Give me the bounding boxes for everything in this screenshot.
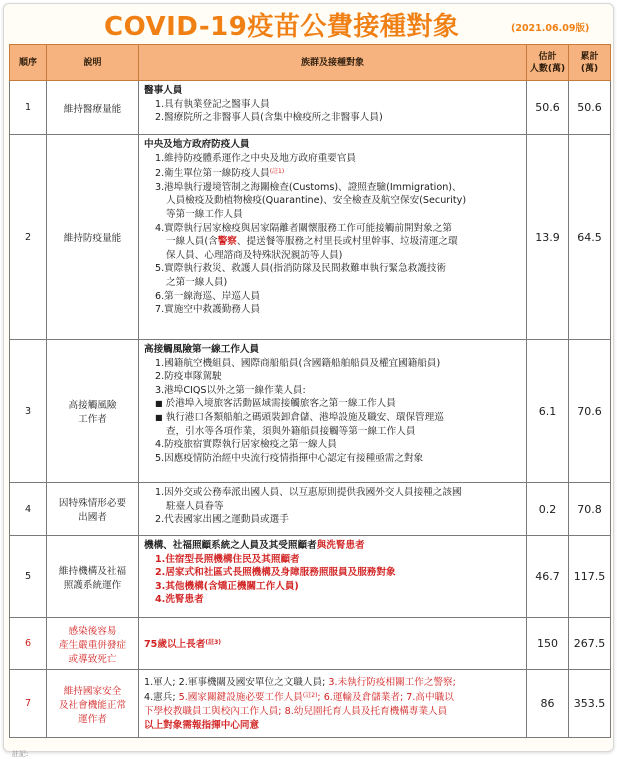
row-desc xyxy=(47,483,139,536)
header-estimate-line1: 估計 xyxy=(538,51,557,62)
group-line: 之第一線人員) xyxy=(166,276,228,288)
row-order: 3 xyxy=(10,340,47,483)
row-cumulative: 353.5 xyxy=(569,670,611,738)
row-estimate: 13.9 xyxy=(527,135,569,340)
header-cumulative xyxy=(569,45,611,81)
document-frame xyxy=(3,3,614,758)
header-cumulative-line1: 累計 xyxy=(580,51,599,62)
row-order: 6 xyxy=(10,618,47,670)
group-line: 2.醫療院所之非醫事人員(含集中檢疫所之非醫事人員) xyxy=(155,112,383,124)
row-desc-line: 工作者 xyxy=(78,414,107,425)
group-line: 5.實際執行救災、救護人員(指消防隊及民間救難車執行緊急救護技術 xyxy=(155,263,447,275)
row-desc-line: 產生嚴重併發症 xyxy=(58,639,127,651)
group-line: 查，引水等各項作業，須與外籍船員接觸等第一線工作人員 xyxy=(166,425,416,437)
header-order: 順序 xyxy=(10,45,47,81)
row-group xyxy=(139,483,527,536)
group-line: 駐臺人員眷等 xyxy=(166,500,224,512)
row-order: 1 xyxy=(10,81,47,135)
vaccine-priority-table xyxy=(9,44,611,738)
row-desc-line: 運作者 xyxy=(78,713,107,725)
group-line-text: 、提送餐等服務之村里長或村里幹事、垃圾清運之環 xyxy=(236,236,458,248)
group-line-text: 1.軍人; 2.軍事機關及國安單位之文職人員; xyxy=(144,676,329,688)
group-line: 2.居家式和社區式長照機構及身障服務照服員及服務對象 xyxy=(155,567,396,579)
group-title xyxy=(144,539,522,553)
table-row xyxy=(10,135,611,340)
row-order: 7 xyxy=(10,670,47,738)
group-line xyxy=(144,411,522,425)
group-line-text: 5.國家關鍵設施必要工作人員 xyxy=(178,692,303,704)
row-desc-line: 或導致死亡 xyxy=(68,653,117,665)
row-order: 5 xyxy=(10,536,47,618)
row-desc-line: 出國者 xyxy=(78,512,107,523)
group-line-text: 執行港口各類船舶之碼頭裝卸倉儲、港埠設施及職安、環保管理巡 xyxy=(165,411,444,423)
group-line: 3.港埠CIQS以外之第一線作業人員: xyxy=(155,384,306,396)
header-estimate xyxy=(527,45,569,81)
group-title: 中央及地方政府防疫人員 xyxy=(144,139,250,150)
row-estimate: 150 xyxy=(527,618,569,670)
table-row xyxy=(10,340,611,483)
group-line: 2.代表國家出國之運動員或選手 xyxy=(155,514,289,526)
row-group xyxy=(139,135,527,340)
table-row xyxy=(10,483,611,536)
group-line: 4.實際執行居家檢疫與居家隔離者關懷服務工作可能接觸前開對象之第 xyxy=(155,222,452,234)
table-row xyxy=(10,536,611,618)
table-row xyxy=(10,670,611,738)
row-desc-line: 照護系統運作 xyxy=(63,579,122,591)
row-group xyxy=(139,340,527,483)
row-cumulative: 117.5 xyxy=(569,536,611,618)
group-line: 6.第一線海巡、岸巡人員 xyxy=(155,290,261,302)
group-line-text: 75歲以上長者 xyxy=(144,639,206,651)
group-line xyxy=(144,165,522,181)
row-cumulative: 267.5 xyxy=(569,618,611,670)
row-desc xyxy=(47,536,139,618)
group-line xyxy=(144,235,522,249)
square-bullet-icon: ■ xyxy=(155,412,163,422)
highlight-police: 警察 xyxy=(217,236,237,248)
document-header xyxy=(4,4,615,44)
header-cumulative-line2: (萬) xyxy=(580,63,599,74)
row-cumulative: 70.8 xyxy=(569,483,611,536)
row-desc xyxy=(47,670,139,738)
row-desc xyxy=(47,340,139,483)
group-line xyxy=(144,689,522,705)
group-line-text: 4.憲兵; xyxy=(144,692,179,704)
group-title: 醫事人員 xyxy=(144,85,183,96)
row-desc: 維持醫療量能 xyxy=(47,81,139,135)
group-line: 5.因應疫情防治經中央流行疫情指揮中心認定有接種亟需之對象 xyxy=(155,452,424,464)
group-line: 1.因外交或公務奉派出國人員、以互惠原則提供我國外交人員接種之該國 xyxy=(155,487,462,498)
group-line: 7.實施空中救護勤務人員 xyxy=(155,304,261,316)
row-group xyxy=(139,81,527,135)
group-line-text: 3.未執行防疫相關工作之警察; xyxy=(328,676,456,688)
group-line: 3.港埠執行邊境管制之海關檢查(Customs)、證照查驗(Immigration)、 xyxy=(155,181,462,193)
group-line xyxy=(144,676,522,690)
row-cumulative: 70.6 xyxy=(569,340,611,483)
group-line-text: ; 6.運輸及倉儲業者; 7.高中職以 xyxy=(317,692,454,704)
row-desc-line: 維持機構及社福 xyxy=(58,565,127,577)
group-line-text: 2.衛生單位第一線防疫人員 xyxy=(155,168,270,180)
group-line: 人員檢疫及動植物檢疫(Quarantine)、安全檢查及航空保安(Security) xyxy=(166,195,467,207)
footnote-ref: (註2) xyxy=(302,692,318,700)
group-line: 保人員、心理諮商及特殊狀況親訪等人員) xyxy=(166,249,343,261)
group-line-text: 於港埠入境旅客活動區域需接觸旅客之第一線工作人員 xyxy=(165,398,396,410)
row-estimate: 86 xyxy=(527,670,569,738)
group-line: 4.防疫旅宿實際執行居家檢疫之第一線人員 xyxy=(155,439,337,451)
table-row xyxy=(10,618,611,670)
group-line xyxy=(144,397,522,411)
header-group: 族群及接種對象 xyxy=(139,45,527,81)
group-line-text: 一線人員(含 xyxy=(166,236,218,248)
square-bullet-icon: ■ xyxy=(155,399,163,409)
row-estimate: 0.2 xyxy=(527,483,569,536)
row-desc-line: 高接觸風險 xyxy=(68,400,117,411)
header-estimate-line2: 人數(萬) xyxy=(529,63,566,74)
group-line xyxy=(144,636,522,652)
group-line: 等第一線工作人員 xyxy=(166,208,243,220)
row-order: 4 xyxy=(10,483,47,536)
row-desc-line: 感染後容易 xyxy=(68,625,117,637)
row-desc xyxy=(47,618,139,670)
row-group xyxy=(139,536,527,618)
group-line: 1.國籍航空機組員、國際商船船員(含國籍船舶船員及權宜國籍船員) xyxy=(155,357,441,369)
group-line: 1.住宿型長照機構住民及其照顧者 xyxy=(155,553,300,565)
highlight-dialysis: 與洗腎患者 xyxy=(316,540,365,551)
row-cumulative: 50.6 xyxy=(569,81,611,135)
row-order: 2 xyxy=(10,135,47,340)
footnote-ref: (註1) xyxy=(269,168,285,176)
group-line: 1.具有執業登記之醫事人員 xyxy=(155,98,270,110)
group-title: 高接觸風險第一線工作人員 xyxy=(144,344,260,355)
document-title: COVID-19疫苗公費接種對象 xyxy=(104,12,460,42)
row-estimate: 6.1 xyxy=(527,340,569,483)
row-desc-line: 及社會機能正常 xyxy=(58,699,127,711)
footnote-ref: (註3) xyxy=(205,639,221,647)
table-row xyxy=(10,81,611,135)
footnote-label: 註記: xyxy=(12,750,29,758)
row-desc: 維持防疫量能 xyxy=(47,135,139,340)
row-group xyxy=(139,670,527,738)
row-estimate: 50.6 xyxy=(527,81,569,135)
group-line: 3.其他機構(含矯正機關工作人員) xyxy=(155,580,299,592)
group-line: 1.維持防疫體系運作之中央及地方政府重要官員 xyxy=(155,152,357,164)
group-title-text: 機構、社福照顧系統之人員及其受照顧者 xyxy=(144,540,317,551)
table-header-row xyxy=(10,45,611,81)
row-desc-line: 維持國家安全 xyxy=(63,685,122,697)
row-estimate: 46.7 xyxy=(527,536,569,618)
group-line: 4.洗腎患者 xyxy=(155,594,204,606)
group-line: 以上對象需報指揮中心同意 xyxy=(144,719,260,731)
group-line: 2.防疫車隊駕駛 xyxy=(155,371,222,383)
group-line: 下學校教職員工與校內工作人員; 8.幼兒園托育人員及托育機構專業人員 xyxy=(144,706,448,717)
row-desc-line: 因特殊情形必要 xyxy=(58,498,127,509)
header-desc: 說明 xyxy=(47,45,139,81)
row-cumulative: 64.5 xyxy=(569,135,611,340)
version-label: (2021.06.09版) xyxy=(511,23,590,34)
row-group xyxy=(139,618,527,670)
